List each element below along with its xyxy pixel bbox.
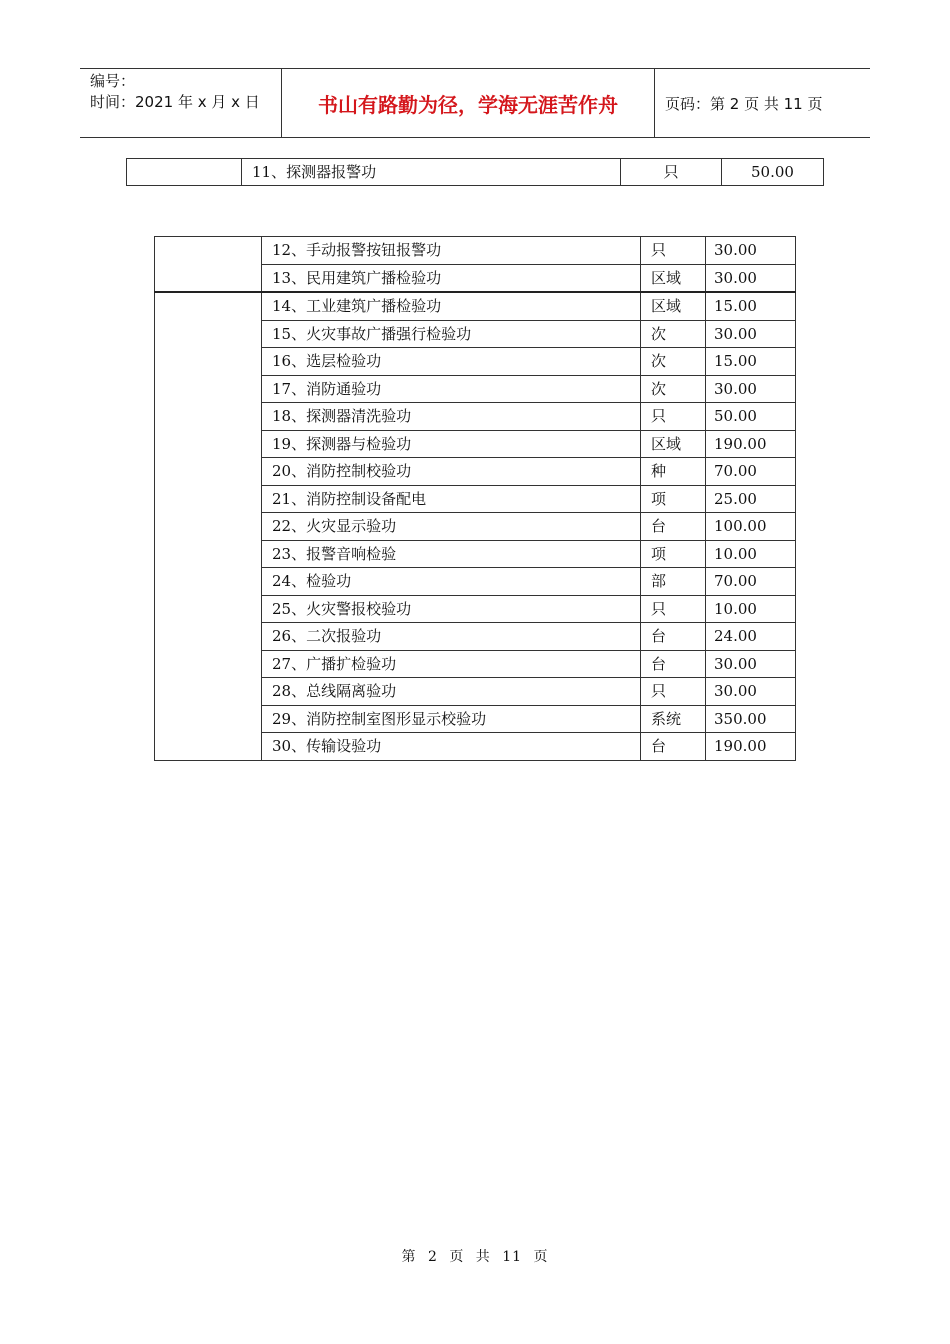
- time-label: 时间：2021 年 x 月 x 日: [90, 93, 260, 111]
- unit-cell: 系统: [641, 705, 706, 733]
- unit-cell: 台: [641, 650, 706, 678]
- page-footer: [0, 1246, 950, 1266]
- item-cell: 25、火灾警报校验功: [262, 595, 641, 623]
- amount-cell: 350.00: [706, 705, 796, 733]
- amount-cell: 50.00: [706, 403, 796, 431]
- amount-cell: 15.00: [706, 292, 796, 320]
- unit-cell: 次: [641, 375, 706, 403]
- footer-total-pages: 11: [502, 1249, 523, 1265]
- amount-cell: 10.00: [706, 540, 796, 568]
- item-cell: 23、报警音响检验: [262, 540, 641, 568]
- number-label: 编号：: [90, 72, 136, 90]
- item-cell: 21、消防控制设备配电: [262, 485, 641, 513]
- item-cell: 18、探测器清洗验功: [262, 403, 641, 431]
- footer-word: 页: [533, 1249, 549, 1265]
- unit-cell: 只: [641, 237, 706, 265]
- unit-cell: 种: [641, 458, 706, 486]
- unit-cell: 区域: [641, 264, 706, 292]
- item-cell: 11、探测器报警功: [242, 159, 621, 186]
- amount-cell: 30.00: [706, 237, 796, 265]
- footer-word: 页: [449, 1249, 465, 1265]
- unit-cell: 次: [641, 348, 706, 376]
- unit-cell: 区域: [641, 430, 706, 458]
- header-page-info: 页码：第 2 页 共 11 页: [665, 94, 823, 113]
- amount-cell: 70.00: [706, 568, 796, 596]
- amount-cell: 30.00: [706, 264, 796, 292]
- unit-cell: 区域: [641, 292, 706, 320]
- amount-cell: 30.00: [706, 650, 796, 678]
- category-cell: [155, 292, 262, 760]
- amount-cell: 70.00: [706, 458, 796, 486]
- item-cell: 27、广播扩检验功: [262, 650, 641, 678]
- header-meta: [80, 69, 282, 137]
- unit-cell: 次: [641, 320, 706, 348]
- item-cell: 26、二次报验功: [262, 623, 641, 651]
- item-cell: 29、消防控制室图形显示校验功: [262, 705, 641, 733]
- amount-cell: 30.00: [706, 375, 796, 403]
- amount-cell: 30.00: [706, 320, 796, 348]
- unit-cell: 只: [621, 159, 722, 186]
- header-motto: 书山有路勤为径，学海无涯苦作舟: [282, 69, 655, 137]
- fee-table-main: [154, 236, 796, 761]
- item-cell: 24、检验功: [262, 568, 641, 596]
- footer-page-number: 2: [427, 1249, 438, 1265]
- table-row: [155, 292, 796, 320]
- amount-cell: 15.00: [706, 348, 796, 376]
- item-cell: 30、传输设验功: [262, 733, 641, 761]
- item-cell: 20、消防控制校验功: [262, 458, 641, 486]
- item-cell: 13、民用建筑广播检验功: [262, 264, 641, 292]
- unit-cell: 部: [641, 568, 706, 596]
- page-header: [80, 68, 870, 138]
- item-cell: 12、手动报警按钮报警功: [262, 237, 641, 265]
- unit-cell: 台: [641, 623, 706, 651]
- unit-cell: 只: [641, 595, 706, 623]
- unit-cell: 台: [641, 513, 706, 541]
- unit-cell: 台: [641, 733, 706, 761]
- item-cell: 17、消防通验功: [262, 375, 641, 403]
- footer-word: 共: [475, 1249, 491, 1265]
- unit-cell: 只: [641, 403, 706, 431]
- category-cell: [155, 237, 262, 293]
- fee-table-top: [126, 158, 824, 186]
- item-cell: 14、工业建筑广播检验功: [262, 292, 641, 320]
- amount-cell: 190.00: [706, 733, 796, 761]
- amount-cell: 30.00: [706, 678, 796, 706]
- amount-cell: 100.00: [706, 513, 796, 541]
- unit-cell: 项: [641, 485, 706, 513]
- unit-cell: 项: [641, 540, 706, 568]
- table-row: [127, 159, 824, 186]
- amount-cell: 50.00: [722, 159, 824, 186]
- item-cell: 16、选层检验功: [262, 348, 641, 376]
- unit-cell: 只: [641, 678, 706, 706]
- item-cell: 22、火灾显示验功: [262, 513, 641, 541]
- item-cell: 28、总线隔离验功: [262, 678, 641, 706]
- amount-cell: 25.00: [706, 485, 796, 513]
- item-cell: 19、探测器与检验功: [262, 430, 641, 458]
- amount-cell: 190.00: [706, 430, 796, 458]
- category-cell: [127, 159, 242, 186]
- item-cell: 15、火灾事故广播强行检验功: [262, 320, 641, 348]
- amount-cell: 24.00: [706, 623, 796, 651]
- table-row: [155, 237, 796, 265]
- amount-cell: 10.00: [706, 595, 796, 623]
- footer-word: 第: [401, 1249, 417, 1265]
